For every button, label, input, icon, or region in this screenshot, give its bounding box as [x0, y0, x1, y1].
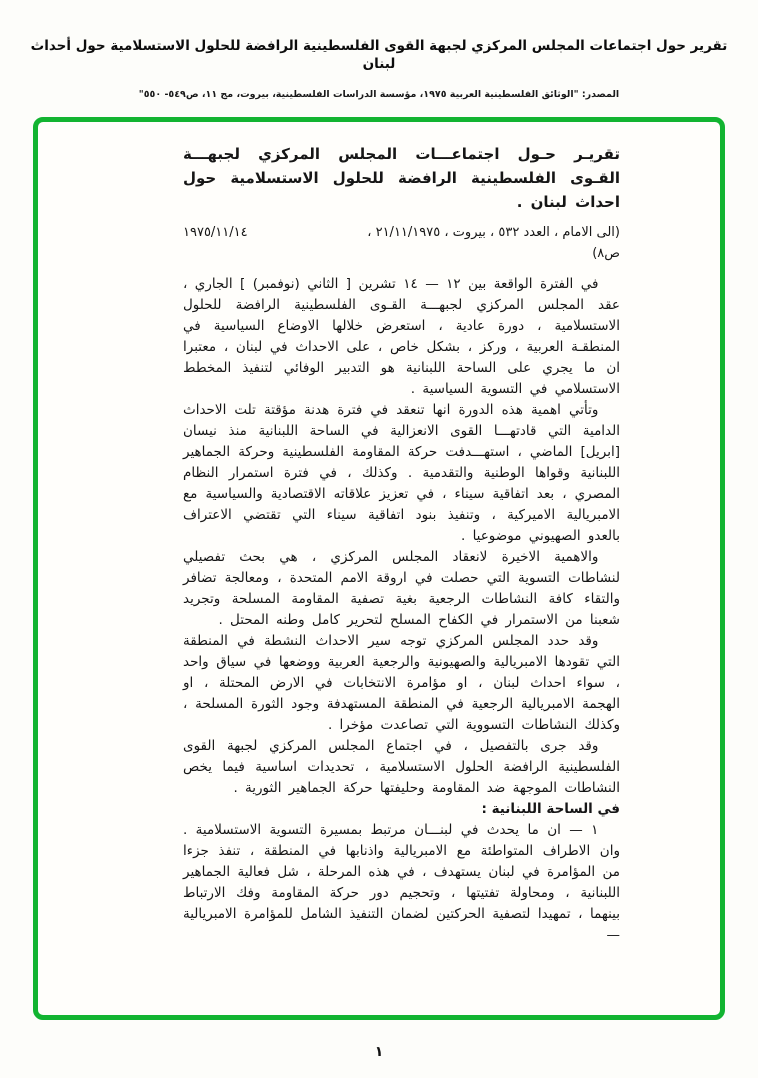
document-date: ١٩٧٥/١١/١٤ — [183, 225, 248, 240]
page-number: ١ — [374, 1044, 384, 1060]
header-source: المصدر: "الوثائق الفلسطينية العربية ١٩٧٥، مؤسسة الدراسات الفلسطينية، بيروت، مج ١١، ص٥٤٩- ٥٥٠" — [138, 89, 620, 101]
paragraph: وقد حدد المجلس المركزي توجه سير الاحداث النشطة في المنطقة التي تقودها الامبريالية والصهيونية والرجعية العربية ووضعها في سياق واحد ، سواء احداث لبنان ، او مؤامرة الانتخابات في الارض المحتلة ، او الهجمة الامبريالية الرجعية في المنطقة المستهدفة وجود الثورة المسلحة ، وكذلك النشاطات التسووية التي تصاعدت مؤخرا . — [183, 633, 620, 733]
section-heading: في الساحة اللبنانية : — [481, 801, 620, 817]
document-citation: (الى الامام ، العدد ٥٣٢ ، بيروت ، ٢١/١١/١٩٧٥ ، ص٨) — [367, 225, 620, 261]
paragraph: ١ — ان ما يحدث في لبنـــان مرتبط بمسيرة التسوية الاستسلامية . وان الاطراف المتواطئة مع الامبريالية واذنابها في المنطقة ، تنفذ جزءا من المؤامرة في لبنان يستهدف ، في هذه المرحلة ، شل فعالية الجماهير اللبنانية ، ومحاولة تفتيتها ، وتحجيم دور حركة المقاومة وفك الارتباط بينهما ، تمهيدا لتصفية الحركتين لضمان التنفيذ الشامل للمؤامرة الامبريالية — — [183, 822, 620, 943]
document-title: تقريـر حـول اجتماعـــات المجلس المركزي لجبهـــة القـوى الفلسطينية الرافضة للحلول الاستسلامية حول احداث لبنان . — [183, 145, 620, 211]
page-header — [0, 0, 758, 100]
paragraph: في الفترة الواقعة بين ١٢ — ١٤ تشرين [ الثاني (نوفمبر) ] الجاري ، عقد المجلس المركزي لجبهـــة القـوى الفلسطينية الرافضة للحلول الاستسلامية ، دورة عادية ، استعرض خلالها الاوضاع السياسية في المنطقـة العربية ، وركز ، بشكل خاص ، على الاحداث في لبنان ، معتبرا ان ما يجري على الساحة اللبنانية هو التدبير الوفائي لتنفيذ المخطط الاستسلامي في التسوية السياسية . — [183, 276, 620, 397]
paragraph: وقد جرى بالتفصيل ، في اجتماع المجلس المركزي لجبهة القوى الفلسطينية الرافضة الحلول الاستسلامية ، تحديدات اساسية فيما يخص النشاطات الموجهة ضد المقاومة وحليفتها حركة الجماهير الثورية . — [183, 738, 620, 796]
paragraph: وتأتي اهمية هذه الدورة انها تنعقد في فترة هدنة مؤقتة تلت الاحداث الدامية التي قادتهـــا القوى الانعزالية في الساحة اللبنانية منذ نيسان [ابريل] الماضي ، استهـــدفت حركة المقاومة الفلسطينية وحركة الجماهير اللبنانية وقواها الوطنية والتقدمية . وكذلك ، في فترة استمرار النظام المصري ، بعد اتفاقية سيناء ، في تعزيز علاقاته الاقتصادية والسياسية مع الامبريالية الاميركية ، وتنفيذ بنود اتفاقية سيناء التي تقتضي الاعتراف بالعدو الصهيوني موضوعيا . — [183, 402, 620, 544]
document-frame — [33, 117, 725, 1020]
header-title: تقرير حول اجتماعات المجلس المركزي لجبهة القوى الفلسطينية الرافضة للحلول الاستسلامية حول أحداث لبنان — [30, 38, 728, 72]
paragraph: والاهمية الاخيرة لانعقاد المجلس المركزي ، هي بحث تفصيلي لنشاطات التسوية التي حصلت في اروقة الامم المتحدة ، ومعالجة تضافر والتقاء كافة النشاطات الرجعية بغية تصفية المقاومة المسلحة وتجريد شعبنا من الاستمرار في الكفاح المسلح لتحرير كامل وطنه المحتل . — [183, 549, 620, 628]
document-dateline — [183, 222, 620, 264]
document-body — [183, 274, 620, 946]
document-scan — [38, 122, 720, 1015]
